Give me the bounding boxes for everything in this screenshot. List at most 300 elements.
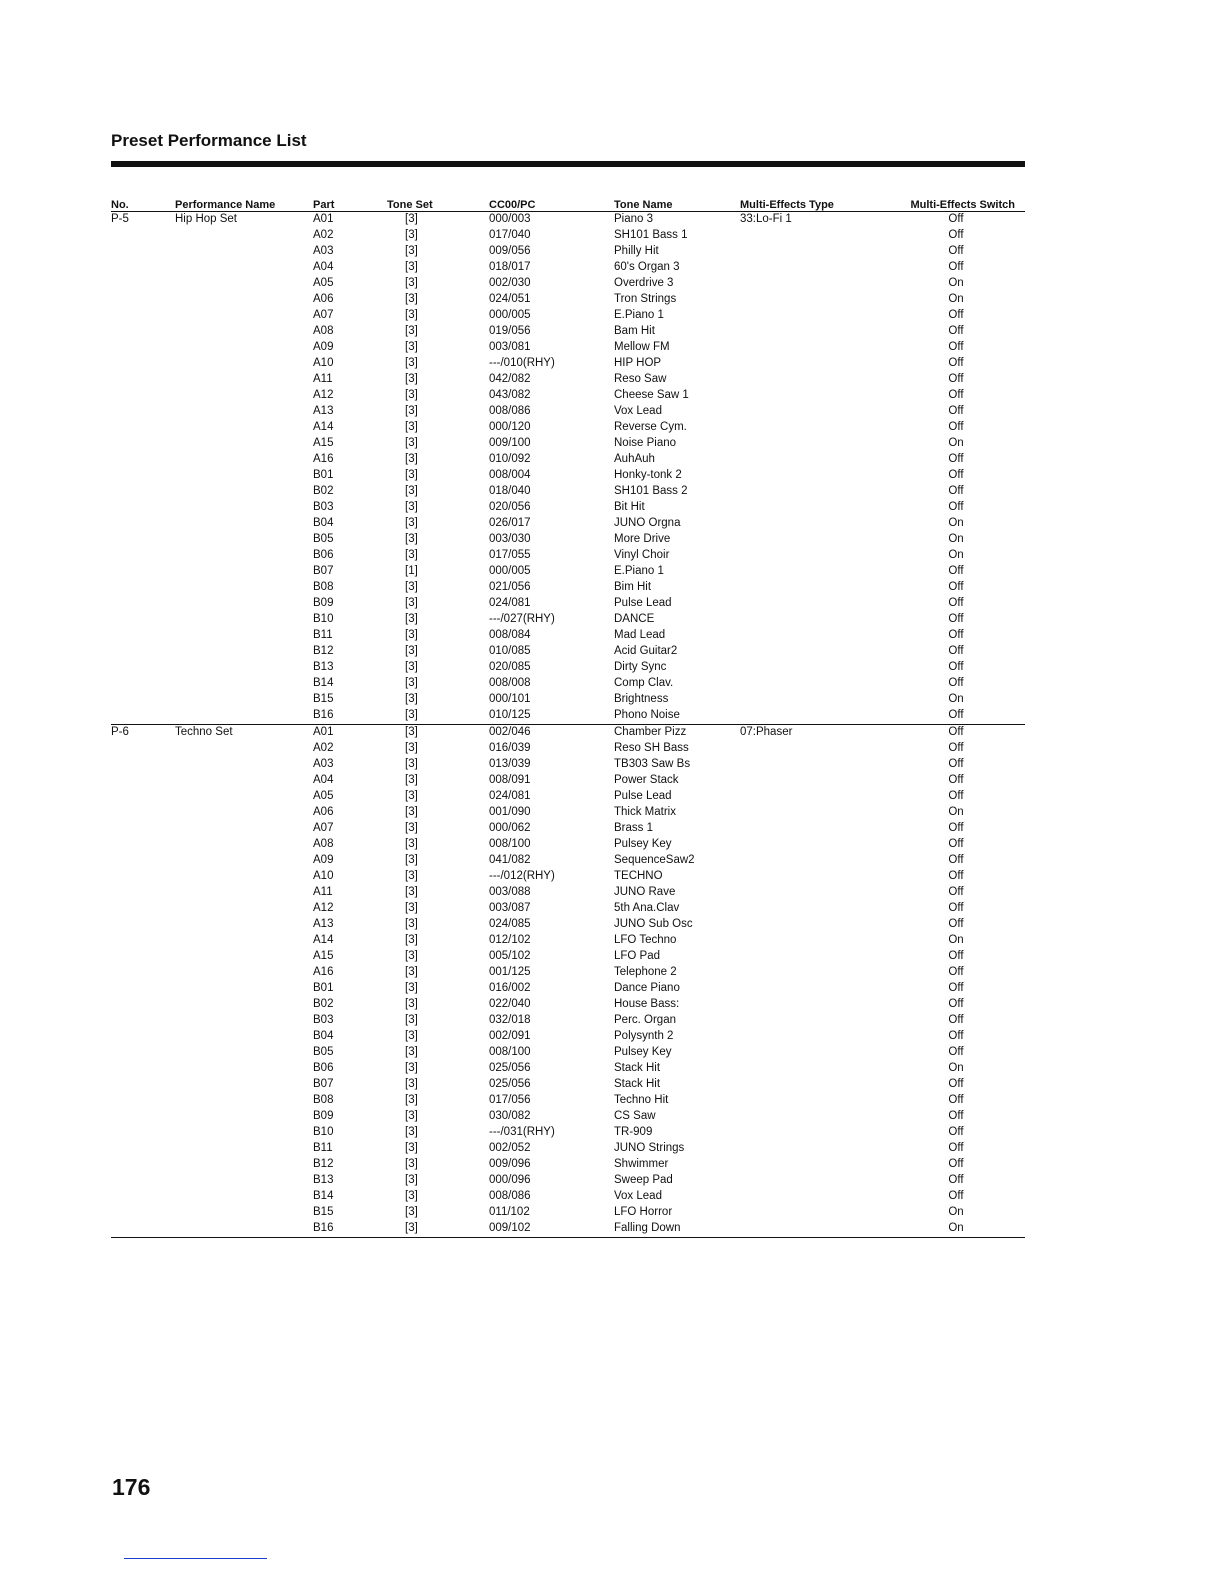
preset-performance-table bbox=[111, 196, 1025, 1238]
part-cell: B05 bbox=[313, 533, 334, 545]
table-row bbox=[111, 260, 1025, 276]
part-cell: A16 bbox=[313, 966, 334, 978]
part-cell: B09 bbox=[313, 597, 334, 609]
mfx-switch-cell: Off bbox=[948, 1094, 964, 1106]
mfx-switch-cell: Off bbox=[948, 1158, 964, 1170]
part-cell: A02 bbox=[313, 229, 334, 241]
cc-pc-cell: 012/102 bbox=[489, 934, 531, 946]
tone-name-cell: Reso SH Bass bbox=[614, 742, 689, 754]
mfx-switch-cell: Off bbox=[948, 213, 964, 225]
mfx-switch-cell: Off bbox=[948, 453, 964, 465]
table-row bbox=[111, 628, 1025, 644]
tone-name-cell: Pulsey Key bbox=[614, 838, 672, 850]
tone-name-cell: LFO Techno bbox=[614, 934, 677, 946]
tone-set-cell: [3] bbox=[405, 934, 418, 946]
tone-name-cell: Pulse Lead bbox=[614, 790, 672, 802]
performance-group bbox=[111, 212, 1025, 725]
table-row bbox=[111, 708, 1025, 724]
part-cell: A10 bbox=[313, 357, 334, 369]
header-cc-pc: CC00/PC bbox=[489, 199, 536, 211]
tone-name-cell: Vinyl Choir bbox=[614, 549, 670, 561]
tone-name-cell: Stack Hit bbox=[614, 1062, 661, 1074]
mfx-switch-cell: On bbox=[948, 693, 964, 705]
mfx-switch-cell: Off bbox=[948, 421, 964, 433]
tone-name-cell: Reso Saw bbox=[614, 373, 667, 385]
cc-pc-cell: 016/002 bbox=[489, 982, 531, 994]
cc-pc-cell: 017/056 bbox=[489, 1094, 531, 1106]
mfx-switch-cell: Off bbox=[948, 229, 964, 241]
cc-pc-cell: 017/040 bbox=[489, 229, 531, 241]
cc-pc-cell: 024/051 bbox=[489, 293, 531, 305]
table-row bbox=[111, 981, 1025, 997]
tone-name-cell: 60's Organ 3 bbox=[614, 261, 680, 273]
part-cell: A13 bbox=[313, 918, 334, 930]
table-row bbox=[111, 741, 1025, 757]
tone-name-cell: DANCE bbox=[614, 613, 655, 625]
cc-pc-cell: 009/100 bbox=[489, 437, 531, 449]
part-cell: B12 bbox=[313, 1158, 334, 1170]
tone-set-cell: [3] bbox=[405, 1030, 418, 1042]
mfx-type-cell: 07:Phaser bbox=[740, 726, 793, 738]
part-cell: A03 bbox=[313, 758, 334, 770]
cc-pc-cell: 016/039 bbox=[489, 742, 531, 754]
header-part: Part bbox=[313, 199, 335, 211]
cc-pc-cell: 026/017 bbox=[489, 517, 531, 529]
table-row bbox=[111, 1205, 1025, 1221]
mfx-switch-cell: On bbox=[948, 549, 964, 561]
table-row bbox=[111, 725, 1025, 741]
tone-set-cell: [3] bbox=[405, 870, 418, 882]
tone-name-cell: Comp Clav. bbox=[614, 677, 674, 689]
part-cell: B08 bbox=[313, 581, 334, 593]
table-row bbox=[111, 757, 1025, 773]
tone-name-cell: JUNO Sub Osc bbox=[614, 918, 693, 930]
cc-pc-cell: 008/086 bbox=[489, 405, 531, 417]
cc-pc-cell: 000/101 bbox=[489, 693, 531, 705]
table-row bbox=[111, 1093, 1025, 1109]
tone-set-cell: [3] bbox=[405, 790, 418, 802]
tone-name-cell: Tron Strings bbox=[614, 293, 677, 305]
tone-set-cell: [3] bbox=[405, 1222, 418, 1234]
part-cell: B13 bbox=[313, 661, 334, 673]
mfx-switch-cell: Off bbox=[948, 726, 964, 738]
table-row bbox=[111, 372, 1025, 388]
part-cell: A05 bbox=[313, 277, 334, 289]
tone-set-cell: [3] bbox=[405, 453, 418, 465]
tone-name-cell: More Drive bbox=[614, 533, 671, 545]
tone-name-cell: Vox Lead bbox=[614, 1190, 662, 1202]
table-row bbox=[111, 420, 1025, 436]
part-cell: A12 bbox=[313, 389, 334, 401]
cc-pc-cell: 000/005 bbox=[489, 565, 531, 577]
tone-name-cell: Dance Piano bbox=[614, 982, 680, 994]
tone-name-cell: Chamber Pizz bbox=[614, 726, 687, 738]
mfx-switch-cell: Off bbox=[948, 1126, 964, 1138]
tone-set-cell: [3] bbox=[405, 742, 418, 754]
tone-set-cell: [3] bbox=[405, 325, 418, 337]
tone-name-cell: Cheese Saw 1 bbox=[614, 389, 689, 401]
cc-pc-cell: 011/102 bbox=[489, 1206, 530, 1218]
part-cell: B14 bbox=[313, 1190, 334, 1202]
part-cell: B13 bbox=[313, 1174, 334, 1186]
mfx-switch-cell: Off bbox=[948, 325, 964, 337]
table-row bbox=[111, 1109, 1025, 1125]
tone-set-cell: [3] bbox=[405, 1094, 418, 1106]
tone-set-cell: [3] bbox=[405, 693, 418, 705]
part-cell: A14 bbox=[313, 934, 334, 946]
tone-name-cell: LFO Horror bbox=[614, 1206, 673, 1218]
cc-pc-cell: 025/056 bbox=[489, 1062, 531, 1074]
tone-name-cell: SequenceSaw2 bbox=[614, 854, 695, 866]
table-row bbox=[111, 933, 1025, 949]
tone-set-cell: [3] bbox=[405, 902, 418, 914]
tone-name-cell: LFO Pad bbox=[614, 950, 661, 962]
part-cell: B12 bbox=[313, 645, 334, 657]
tone-name-cell: SH101 Bass 2 bbox=[614, 485, 688, 497]
title-rule bbox=[111, 161, 1025, 167]
part-cell: A05 bbox=[313, 790, 334, 802]
mfx-switch-cell: Off bbox=[948, 1110, 964, 1122]
cc-pc-cell: 002/030 bbox=[489, 277, 531, 289]
tone-set-cell: [3] bbox=[405, 581, 418, 593]
part-cell: A10 bbox=[313, 870, 334, 882]
cc-pc-cell: ---/031(RHY) bbox=[489, 1126, 555, 1138]
cc-pc-cell: 008/084 bbox=[489, 629, 531, 641]
cc-pc-cell: 002/052 bbox=[489, 1142, 531, 1154]
mfx-switch-cell: Off bbox=[948, 950, 964, 962]
mfx-switch-cell: Off bbox=[948, 485, 964, 497]
tone-name-cell: Noise Piano bbox=[614, 437, 677, 449]
part-cell: B06 bbox=[313, 549, 334, 561]
table-row bbox=[111, 436, 1025, 452]
table-row bbox=[111, 997, 1025, 1013]
tone-set-cell: [3] bbox=[405, 709, 418, 721]
tone-name-cell: Falling Down bbox=[614, 1222, 681, 1234]
cc-pc-cell: 003/087 bbox=[489, 902, 531, 914]
tone-set-cell: [3] bbox=[405, 998, 418, 1010]
tone-set-cell: [3] bbox=[405, 645, 418, 657]
tone-name-cell: Sweep Pad bbox=[614, 1174, 673, 1186]
tone-set-cell: [3] bbox=[405, 774, 418, 786]
mfx-switch-cell: Off bbox=[948, 742, 964, 754]
tone-set-cell: [3] bbox=[405, 1046, 418, 1058]
mfx-switch-cell: On bbox=[948, 1222, 964, 1234]
tone-set-cell: [3] bbox=[405, 501, 418, 513]
mfx-switch-cell: Off bbox=[948, 1190, 964, 1202]
tone-set-cell: [3] bbox=[405, 373, 418, 385]
table-row bbox=[111, 532, 1025, 548]
part-cell: B01 bbox=[313, 982, 334, 994]
tone-name-cell: HIP HOP bbox=[614, 357, 662, 369]
part-cell: A11 bbox=[313, 886, 333, 898]
part-cell: B10 bbox=[313, 613, 334, 625]
tone-name-cell: Honky-tonk 2 bbox=[614, 469, 682, 481]
part-cell: B06 bbox=[313, 1062, 334, 1074]
cc-pc-cell: 000/003 bbox=[489, 213, 531, 225]
tone-name-cell: Mellow FM bbox=[614, 341, 670, 353]
cc-pc-cell: 010/085 bbox=[489, 645, 531, 657]
header-mfx-switch: Multi-Effects Switch bbox=[910, 199, 1015, 211]
tone-name-cell: Vox Lead bbox=[614, 405, 662, 417]
mfx-switch-cell: Off bbox=[948, 1142, 964, 1154]
cc-pc-cell: 024/081 bbox=[489, 790, 531, 802]
table-row bbox=[111, 1189, 1025, 1205]
part-cell: B02 bbox=[313, 998, 334, 1010]
table-row bbox=[111, 805, 1025, 821]
mfx-switch-cell: On bbox=[948, 517, 964, 529]
tone-name-cell: Philly Hit bbox=[614, 245, 659, 257]
part-cell: A16 bbox=[313, 453, 334, 465]
tone-name-cell: TR-909 bbox=[614, 1126, 653, 1138]
header-no: No. bbox=[111, 199, 129, 211]
tone-set-cell: [3] bbox=[405, 437, 418, 449]
part-cell: A07 bbox=[313, 309, 334, 321]
tone-name-cell: JUNO Orgna bbox=[614, 517, 681, 529]
cc-pc-cell: 043/082 bbox=[489, 389, 531, 401]
cc-pc-cell: ---/012(RHY) bbox=[489, 870, 555, 882]
part-cell: B15 bbox=[313, 693, 334, 705]
table-header bbox=[111, 196, 1025, 212]
table-row bbox=[111, 1061, 1025, 1077]
table-row bbox=[111, 773, 1025, 789]
mfx-switch-cell: Off bbox=[948, 998, 964, 1010]
mfx-switch-cell: Off bbox=[948, 1046, 964, 1058]
mfx-switch-cell: Off bbox=[948, 1030, 964, 1042]
table-row bbox=[111, 1221, 1025, 1237]
tone-name-cell: 5th Ana.Clav bbox=[614, 902, 680, 914]
table-row bbox=[111, 484, 1025, 500]
cc-pc-cell: 005/102 bbox=[489, 950, 531, 962]
tone-set-cell: [1] bbox=[405, 565, 418, 577]
table-row bbox=[111, 1013, 1025, 1029]
part-cell: A03 bbox=[313, 245, 334, 257]
tone-name-cell: Acid Guitar2 bbox=[614, 645, 678, 657]
mfx-switch-cell: Off bbox=[948, 645, 964, 657]
table-row bbox=[111, 676, 1025, 692]
mfx-switch-cell: Off bbox=[948, 966, 964, 978]
table-row bbox=[111, 1173, 1025, 1189]
cc-pc-cell: 010/125 bbox=[489, 709, 531, 721]
cc-pc-cell: 009/102 bbox=[489, 1222, 531, 1234]
tone-name-cell: Overdrive 3 bbox=[614, 277, 674, 289]
table-row bbox=[111, 660, 1025, 676]
tone-set-cell: [3] bbox=[405, 421, 418, 433]
cc-pc-cell: 008/091 bbox=[489, 774, 531, 786]
tone-set-cell: [3] bbox=[405, 341, 418, 353]
tone-name-cell: JUNO Strings bbox=[614, 1142, 685, 1154]
cc-pc-cell: 001/125 bbox=[489, 966, 531, 978]
page-title: Preset Performance List bbox=[111, 131, 307, 150]
part-cell: B03 bbox=[313, 501, 334, 513]
part-cell: A04 bbox=[313, 774, 334, 786]
table-row bbox=[111, 452, 1025, 468]
tone-name-cell: Telephone 2 bbox=[614, 966, 677, 978]
table-row bbox=[111, 276, 1025, 292]
tone-set-cell: [3] bbox=[405, 677, 418, 689]
cc-pc-cell: 013/039 bbox=[489, 758, 531, 770]
tone-set-cell: [3] bbox=[405, 822, 418, 834]
tone-name-cell: Dirty Sync bbox=[614, 661, 667, 673]
tone-set-cell: [3] bbox=[405, 245, 418, 257]
tone-name-cell: CS Saw bbox=[614, 1110, 656, 1122]
mfx-switch-cell: Off bbox=[948, 261, 964, 273]
tone-set-cell: [3] bbox=[405, 597, 418, 609]
cc-pc-cell: 008/008 bbox=[489, 677, 531, 689]
table-row bbox=[111, 564, 1025, 580]
part-cell: A02 bbox=[313, 742, 334, 754]
tone-name-cell: Reverse Cym. bbox=[614, 421, 687, 433]
performance-no: P-5 bbox=[111, 213, 129, 225]
tone-set-cell: [3] bbox=[405, 277, 418, 289]
mfx-switch-cell: Off bbox=[948, 309, 964, 321]
tone-set-cell: [3] bbox=[405, 838, 418, 850]
cc-pc-cell: 017/055 bbox=[489, 549, 531, 561]
tone-name-cell: Thick Matrix bbox=[614, 806, 676, 818]
part-cell: B01 bbox=[313, 469, 334, 481]
tone-name-cell: Brass 1 bbox=[614, 822, 653, 834]
tone-name-cell: Pulse Lead bbox=[614, 597, 672, 609]
part-cell: A15 bbox=[313, 437, 334, 449]
mfx-switch-cell: Off bbox=[948, 854, 964, 866]
part-cell: B08 bbox=[313, 1094, 334, 1106]
table-row bbox=[111, 885, 1025, 901]
table-row bbox=[111, 837, 1025, 853]
table-row bbox=[111, 468, 1025, 484]
cc-pc-cell: 002/046 bbox=[489, 726, 531, 738]
table-row bbox=[111, 644, 1025, 660]
cc-pc-cell: 010/092 bbox=[489, 453, 531, 465]
tone-set-cell: [3] bbox=[405, 1062, 418, 1074]
part-cell: B04 bbox=[313, 1030, 334, 1042]
tone-name-cell: Shwimmer bbox=[614, 1158, 669, 1170]
mfx-switch-cell: Off bbox=[948, 501, 964, 513]
tone-set-cell: [3] bbox=[405, 469, 418, 481]
mfx-switch-cell: Off bbox=[948, 1014, 964, 1026]
tone-set-cell: [3] bbox=[405, 726, 418, 738]
table-row bbox=[111, 548, 1025, 564]
tone-set-cell: [3] bbox=[405, 485, 418, 497]
tone-set-cell: [3] bbox=[405, 661, 418, 673]
part-cell: B09 bbox=[313, 1110, 334, 1122]
table-row bbox=[111, 340, 1025, 356]
mfx-switch-cell: Off bbox=[948, 982, 964, 994]
cc-pc-cell: 030/082 bbox=[489, 1110, 531, 1122]
mfx-switch-cell: On bbox=[948, 533, 964, 545]
mfx-switch-cell: On bbox=[948, 437, 964, 449]
cc-pc-cell: 019/056 bbox=[489, 325, 531, 337]
part-cell: A06 bbox=[313, 293, 334, 305]
cc-pc-cell: 000/120 bbox=[489, 421, 531, 433]
table-row bbox=[111, 516, 1025, 532]
part-cell: B07 bbox=[313, 565, 334, 577]
header-performance-name: Performance Name bbox=[175, 199, 276, 211]
mfx-switch-cell: Off bbox=[948, 469, 964, 481]
cc-pc-cell: 009/096 bbox=[489, 1158, 531, 1170]
table-row bbox=[111, 612, 1025, 628]
mfx-switch-cell: Off bbox=[948, 357, 964, 369]
mfx-switch-cell: On bbox=[948, 277, 964, 289]
tone-set-cell: [3] bbox=[405, 758, 418, 770]
cc-pc-cell: ---/010(RHY) bbox=[489, 357, 555, 369]
performance-name: Techno Set bbox=[175, 726, 233, 738]
cc-pc-cell: 018/017 bbox=[489, 261, 531, 273]
mfx-type-cell: 33:Lo-Fi 1 bbox=[740, 213, 792, 225]
mfx-switch-cell: Off bbox=[948, 870, 964, 882]
tone-set-cell: [3] bbox=[405, 1126, 418, 1138]
part-cell: A09 bbox=[313, 341, 334, 353]
cc-pc-cell: 008/100 bbox=[489, 838, 531, 850]
cc-pc-cell: 022/040 bbox=[489, 998, 531, 1010]
mfx-switch-cell: Off bbox=[948, 613, 964, 625]
part-cell: B04 bbox=[313, 517, 334, 529]
cc-pc-cell: 018/040 bbox=[489, 485, 531, 497]
mfx-switch-cell: Off bbox=[948, 918, 964, 930]
tone-set-cell: [3] bbox=[405, 549, 418, 561]
page-number: 176 bbox=[112, 1474, 151, 1500]
tone-set-cell: [3] bbox=[405, 389, 418, 401]
table-row bbox=[111, 1077, 1025, 1093]
cc-pc-cell: 020/085 bbox=[489, 661, 531, 673]
cc-pc-cell: 042/082 bbox=[489, 373, 531, 385]
tone-name-cell: Bam Hit bbox=[614, 325, 655, 337]
mfx-switch-cell: Off bbox=[948, 373, 964, 385]
cc-pc-cell: 003/088 bbox=[489, 886, 531, 898]
tone-set-cell: [3] bbox=[405, 1014, 418, 1026]
table-row bbox=[111, 404, 1025, 420]
tone-name-cell: Bim Hit bbox=[614, 581, 652, 593]
mfx-switch-cell: On bbox=[948, 806, 964, 818]
tone-name-cell: AuhAuh bbox=[614, 453, 655, 465]
table-row bbox=[111, 228, 1025, 244]
mfx-switch-cell: On bbox=[948, 293, 964, 305]
table-row bbox=[111, 869, 1025, 885]
mfx-switch-cell: Off bbox=[948, 597, 964, 609]
tone-set-cell: [3] bbox=[405, 405, 418, 417]
part-cell: A13 bbox=[313, 405, 334, 417]
table-row bbox=[111, 821, 1025, 837]
part-cell: A09 bbox=[313, 854, 334, 866]
tone-name-cell: House Bass: bbox=[614, 998, 680, 1010]
part-cell: A11 bbox=[313, 373, 333, 385]
cc-pc-cell: 009/056 bbox=[489, 245, 531, 257]
tone-set-cell: [3] bbox=[405, 261, 418, 273]
mfx-switch-cell: Off bbox=[948, 341, 964, 353]
table-row bbox=[111, 1045, 1025, 1061]
cc-pc-cell: 000/005 bbox=[489, 309, 531, 321]
tone-set-cell: [3] bbox=[405, 1142, 418, 1154]
mfx-switch-cell: Off bbox=[948, 565, 964, 577]
part-cell: A07 bbox=[313, 822, 334, 834]
table-row bbox=[111, 917, 1025, 933]
tone-set-cell: [3] bbox=[405, 1078, 418, 1090]
mfx-switch-cell: Off bbox=[948, 886, 964, 898]
table-row bbox=[111, 500, 1025, 516]
tone-set-cell: [3] bbox=[405, 229, 418, 241]
table-row bbox=[111, 901, 1025, 917]
cc-pc-cell: 020/056 bbox=[489, 501, 531, 513]
part-cell: B03 bbox=[313, 1014, 334, 1026]
mfx-switch-cell: Off bbox=[948, 581, 964, 593]
part-cell: B11 bbox=[313, 1142, 333, 1154]
table-row bbox=[111, 580, 1025, 596]
table-row bbox=[111, 1125, 1025, 1141]
mfx-switch-cell: Off bbox=[948, 709, 964, 721]
mfx-switch-cell: Off bbox=[948, 838, 964, 850]
table-body bbox=[111, 212, 1025, 1238]
part-cell: A01 bbox=[313, 213, 334, 225]
tone-set-cell: [3] bbox=[405, 1158, 418, 1170]
cc-pc-cell: 000/096 bbox=[489, 1174, 531, 1186]
